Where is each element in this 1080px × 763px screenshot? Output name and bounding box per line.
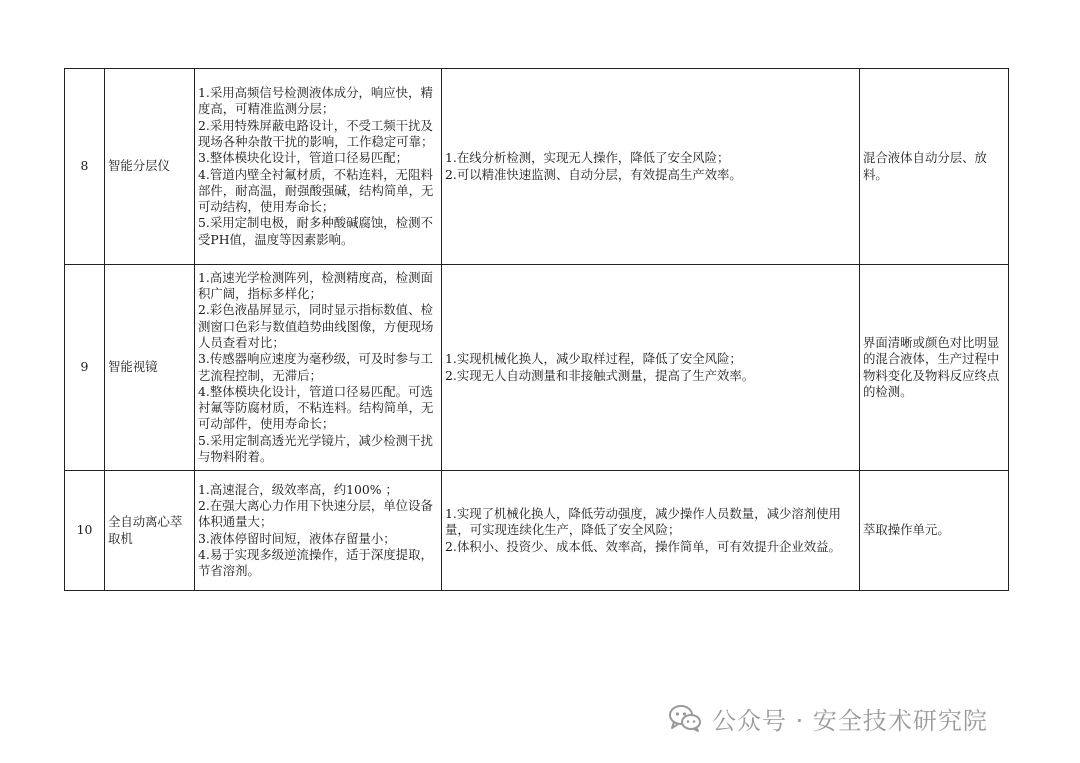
equipment-name-cell: 全自动离心萃取机 — [105, 471, 195, 591]
feature-item: 1.采用高频信号检测液体成分，响应快，精度高，可精准监测分层； — [198, 85, 433, 117]
benefits-cell — [442, 69, 860, 265]
row-number-cell: 9 — [65, 265, 105, 471]
table-row — [65, 69, 1009, 265]
watermark — [668, 700, 988, 736]
watermark-text: 公众号 · 安全技术研究院 — [712, 706, 988, 735]
feature-item: 3.传感器响应速度为毫秒级，可及时参与工艺流程控制，无滞后； — [198, 351, 433, 383]
equipment-table — [64, 68, 1009, 591]
table-row — [65, 265, 1009, 471]
table-row — [65, 471, 1009, 591]
feature-item: 5.采用定制高透光光学镜片，减少检测干扰与物料附着。 — [198, 432, 433, 464]
application-cell: 界面清晰或颜色对比明显的混合液体，生产过程中物料变化及物料反应终点的检测。 — [860, 265, 1009, 471]
features-cell — [195, 69, 442, 265]
benefit-item: 2.体积小、投资少、成本低、效率高，操作简单，可有效提升企业效益。 — [445, 538, 841, 554]
feature-item: 4.管道内壁全衬氟材质，不粘连料，无阻料部件，耐高温，耐强酸强碱，结构简单，无可动结构，使用寿命长； — [198, 166, 434, 215]
feature-item: 2.采用特殊屏蔽电路设计，不受工频干扰及现场各种杂散干扰的影响，工作稳定可靠； — [198, 117, 434, 149]
benefit-item: 1.实现机械化换人，减少取样过程，降低了安全风险； — [445, 351, 742, 367]
benefits-cell — [442, 265, 860, 471]
feature-item: 2.彩色液晶屏显示，同时显示指标数值、检测窗口色彩与数值趋势曲线图像，方便现场人员查看对比； — [198, 302, 434, 350]
feature-item: 5.采用定制电极，耐多种酸碱腐蚀，检测不受PH值，温度等因素影响。 — [198, 215, 433, 247]
equipment-name-cell: 智能视镜 — [105, 265, 195, 471]
feature-item: 4.整体模块化设计，管道口径易匹配。可选衬氟等防腐材质，不粘连料。结构简单，无可动部件，使用寿命长； — [198, 383, 434, 432]
feature-item: 1.高速混合，级效率高，约100% ； — [198, 481, 398, 497]
benefit-item: 1.在线分析检测，实现无人操作，降低了安全风险； — [445, 150, 730, 166]
row-number-cell: 8 — [65, 69, 105, 265]
benefit-item: 2.实现无人自动测量和非接触式测量，提高了生产效率。 — [445, 367, 755, 383]
feature-item: 1.高速光学检测阵列，检测精度高，检测面积广阔，指标多样化； — [198, 269, 433, 302]
feature-item: 3.液体停留时间短，液体存留量小； — [198, 530, 396, 546]
feature-item: 4.易于实现多级逆流操作，适于深度提取，节省溶剂。 — [198, 546, 433, 579]
wechat-icon — [668, 703, 702, 733]
application-cell: 混合液体自动分层、放料。 — [860, 69, 1009, 265]
features-cell — [195, 265, 442, 471]
benefit-item: 2.可以精准快速监测、自动分层，有效提高生产效率。 — [445, 166, 742, 182]
equipment-name-cell: 智能分层仪 — [105, 69, 195, 265]
benefits-cell — [442, 471, 860, 591]
features-cell — [195, 471, 442, 591]
row-number-cell: 10 — [65, 471, 105, 591]
benefit-item: 1.实现了机械化换人，降低劳动强度，减少操作人员数量，减少溶剂使用量，可实现连续化生产，降低了安全风险； — [445, 506, 841, 538]
feature-item: 3.整体模块化设计，管道口径易匹配； — [198, 150, 409, 166]
feature-item: 2.在强大离心力作用下快速分层，单位设备体积通量大； — [198, 497, 433, 530]
application-cell: 萃取操作单元。 — [860, 471, 1009, 591]
